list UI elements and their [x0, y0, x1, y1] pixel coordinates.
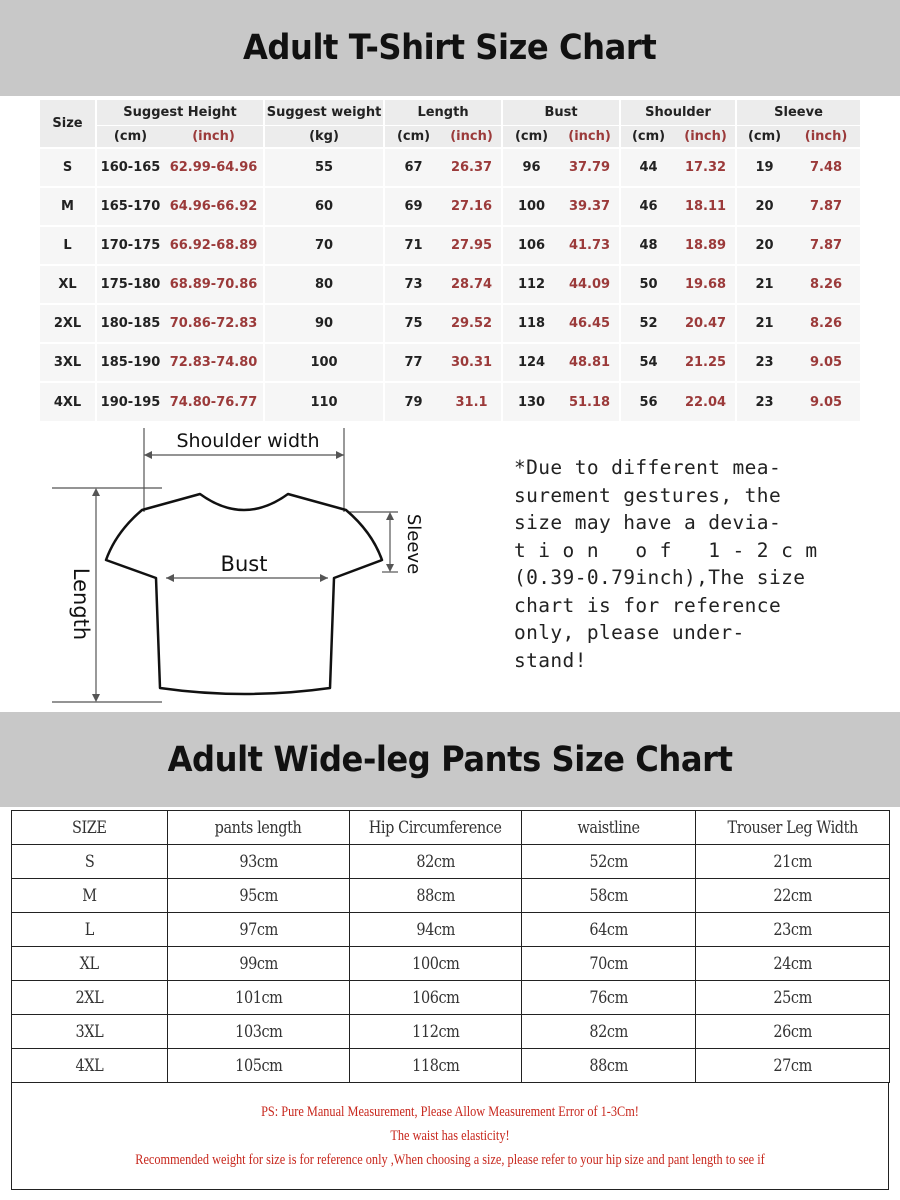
table-cell: 71	[384, 226, 442, 265]
table-cell: 46.45	[560, 304, 620, 343]
table-cell	[522, 913, 696, 947]
cell-value: L	[84, 919, 95, 940]
table-cell: 39.37	[560, 187, 620, 226]
table-cell: 54	[620, 343, 676, 382]
cell-value: 4XL	[75, 1055, 104, 1076]
length-label: Length	[69, 567, 93, 641]
table-cell: 56	[620, 382, 676, 421]
table-cell	[12, 947, 168, 981]
cell-value: 64cm	[589, 919, 628, 940]
table-row	[40, 343, 860, 382]
tshirt-size-table	[40, 100, 860, 421]
table-cell: 27.95	[442, 226, 502, 265]
table-cell	[522, 947, 696, 981]
cell-value: 99cm	[239, 953, 278, 974]
table-cell	[168, 1049, 350, 1083]
table-cell: 30.31	[442, 343, 502, 382]
pants-chart-title: Adult Wide-leg Pants Size Chart	[167, 739, 733, 780]
table-cell	[350, 1015, 522, 1049]
table-cell: 75	[384, 304, 442, 343]
table-cell	[696, 879, 890, 913]
cell-value: 103cm	[234, 1021, 283, 1042]
table-cell: 106	[502, 226, 560, 265]
column-header-label: pants length	[215, 817, 302, 838]
pants-notes	[11, 1082, 889, 1190]
column-header	[696, 811, 890, 845]
table-cell	[350, 1049, 522, 1083]
tshirt-measurement-diagram	[52, 420, 472, 710]
table-cell: 170-175	[96, 226, 164, 265]
unit-inch: (inch)	[560, 125, 620, 148]
column-header-label: Hip Circumference	[369, 817, 502, 838]
table-cell: 130	[502, 382, 560, 421]
cell-value: 106cm	[411, 987, 460, 1008]
cell-value: 94cm	[416, 919, 455, 940]
column-header	[168, 811, 350, 845]
table-cell: 44	[620, 148, 676, 187]
table-cell	[12, 981, 168, 1015]
table-row	[40, 265, 860, 304]
column-header	[522, 811, 696, 845]
unit-cm: (cm)	[502, 125, 560, 148]
weight-header: Suggest weight	[264, 100, 384, 125]
table-cell	[168, 879, 350, 913]
table-cell: 74.80-76.77	[164, 382, 264, 421]
unit-inch: (inch)	[164, 125, 264, 148]
table-cell	[350, 981, 522, 1015]
table-cell	[696, 845, 890, 879]
table-cell: 52	[620, 304, 676, 343]
cell-value: 118cm	[411, 1055, 460, 1076]
sleeve-label: Sleeve	[403, 513, 424, 575]
table-cell	[168, 947, 350, 981]
table-cell: 60	[264, 187, 384, 226]
table-cell: 70	[264, 226, 384, 265]
cell-value: 52cm	[589, 851, 628, 872]
table-cell: 23	[736, 343, 792, 382]
unit-kg: (kg)	[264, 125, 384, 148]
table-cell: 110	[264, 382, 384, 421]
measurement-note: *Due to different mea- surement gestures, the size may have a devia- t i o n o f 1 - 2 c m (0.39-0.79inch),The size chart is for reference only, please under- stand!	[514, 456, 818, 672]
table-cell: 8.26	[792, 304, 860, 343]
table-cell: 8.26	[792, 265, 860, 304]
table-cell: 18.89	[676, 226, 736, 265]
table-cell	[522, 1015, 696, 1049]
table-row	[40, 226, 860, 265]
cell-value: 26cm	[773, 1021, 812, 1042]
cell-value: 82cm	[589, 1021, 628, 1042]
table-cell: 22.04	[676, 382, 736, 421]
table-cell: 9.05	[792, 382, 860, 421]
column-header	[12, 811, 168, 845]
table-cell: 31.1	[442, 382, 502, 421]
table-cell: 55	[264, 148, 384, 187]
table-cell: 62.99-64.96	[164, 148, 264, 187]
table-cell: 73	[384, 265, 442, 304]
unit-cm: (cm)	[620, 125, 676, 148]
table-cell	[522, 879, 696, 913]
cell-value: 22cm	[773, 885, 812, 906]
cell-value: 3XL	[75, 1021, 104, 1042]
table-cell: 41.73	[560, 226, 620, 265]
cell-value: S	[84, 851, 95, 872]
size-cell: 2XL	[40, 304, 96, 343]
table-cell	[168, 913, 350, 947]
table-cell	[12, 1015, 168, 1049]
table-cell: 48	[620, 226, 676, 265]
cell-value: 2XL	[75, 987, 104, 1008]
column-header-label: waistline	[577, 817, 640, 838]
table-row	[12, 947, 890, 981]
table-cell	[696, 1015, 890, 1049]
cell-value: XL	[79, 953, 100, 974]
table-cell: 29.52	[442, 304, 502, 343]
table-cell	[696, 1049, 890, 1083]
table-cell: 7.48	[792, 148, 860, 187]
table-cell: 7.87	[792, 187, 860, 226]
table-cell	[522, 845, 696, 879]
table-cell: 80	[264, 265, 384, 304]
shoulder-width-label: Shoulder width	[176, 430, 320, 452]
cell-value: 27cm	[773, 1055, 812, 1076]
cell-value: 23cm	[773, 919, 812, 940]
table-cell: 21	[736, 304, 792, 343]
unit-inch: (inch)	[442, 125, 502, 148]
tshirt-chart-banner	[0, 0, 900, 96]
unit-cm: (cm)	[96, 125, 164, 148]
table-cell: 72.83-74.80	[164, 343, 264, 382]
pants-size-table	[11, 810, 890, 1083]
table-cell	[350, 879, 522, 913]
table-cell: 48.81	[560, 343, 620, 382]
height-header: Suggest Height	[96, 100, 264, 125]
unit-cm: (cm)	[384, 125, 442, 148]
cell-value: 25cm	[773, 987, 812, 1008]
pants-note-line: Recommended weight for size is for reference only ,When choosing a size, please refer to your hip size and pant length to see if	[135, 1152, 765, 1168]
table-cell: 124	[502, 343, 560, 382]
table-cell	[168, 845, 350, 879]
size-cell: L	[40, 226, 96, 265]
table-cell	[12, 913, 168, 947]
table-cell: 51.18	[560, 382, 620, 421]
table-row	[40, 382, 860, 421]
table-cell	[522, 981, 696, 1015]
table-cell: 66.92-68.89	[164, 226, 264, 265]
cell-value: 88cm	[416, 885, 455, 906]
cell-value: 82cm	[416, 851, 455, 872]
table-cell: 77	[384, 343, 442, 382]
cell-value: 105cm	[234, 1055, 283, 1076]
pants-chart-banner	[0, 712, 900, 807]
cell-value: 76cm	[589, 987, 628, 1008]
size-cell: M	[40, 187, 96, 226]
unit-cm: (cm)	[736, 125, 792, 148]
cell-value: 95cm	[239, 885, 278, 906]
size-header: Size	[40, 100, 96, 148]
unit-inch: (inch)	[792, 125, 860, 148]
table-cell: 64.96-66.92	[164, 187, 264, 226]
size-cell: S	[40, 148, 96, 187]
table-cell	[168, 1015, 350, 1049]
table-cell: 68.89-70.86	[164, 265, 264, 304]
table-cell: 70.86-72.83	[164, 304, 264, 343]
size-cell: XL	[40, 265, 96, 304]
table-cell	[168, 981, 350, 1015]
table-cell	[12, 845, 168, 879]
cell-value: 24cm	[773, 953, 812, 974]
table-cell: 28.74	[442, 265, 502, 304]
table-cell: 90	[264, 304, 384, 343]
table-cell	[350, 913, 522, 947]
shoulder-header: Shoulder	[620, 100, 736, 125]
table-cell: 190-195	[96, 382, 164, 421]
cell-value: 70cm	[589, 953, 628, 974]
bust-header: Bust	[502, 100, 620, 125]
table-cell: 165-170	[96, 187, 164, 226]
column-header	[350, 811, 522, 845]
table-row	[12, 981, 890, 1015]
table-cell: 18.11	[676, 187, 736, 226]
column-header-label: SIZE	[72, 817, 107, 838]
cell-value: M	[82, 885, 97, 906]
table-row	[12, 1049, 890, 1083]
cell-value: 58cm	[589, 885, 628, 906]
table-row	[12, 1015, 890, 1049]
table-cell: 50	[620, 265, 676, 304]
cell-value: 112cm	[411, 1021, 460, 1042]
cell-value: 21cm	[773, 851, 812, 872]
table-cell: 118	[502, 304, 560, 343]
table-cell	[696, 913, 890, 947]
table-cell: 20	[736, 226, 792, 265]
table-cell	[696, 981, 890, 1015]
table-cell: 160-165	[96, 148, 164, 187]
cell-value: 100cm	[411, 953, 460, 974]
length-header: Length	[384, 100, 502, 125]
table-cell: 185-190	[96, 343, 164, 382]
table-cell: 100	[502, 187, 560, 226]
table-row	[12, 845, 890, 879]
bust-label: Bust	[220, 552, 268, 576]
table-cell: 46	[620, 187, 676, 226]
table-cell	[350, 947, 522, 981]
table-cell: 17.32	[676, 148, 736, 187]
tshirt-chart-title: Adult T-Shirt Size Chart	[243, 28, 657, 68]
table-cell: 9.05	[792, 343, 860, 382]
table-cell: 21.25	[676, 343, 736, 382]
table-cell: 112	[502, 265, 560, 304]
table-cell	[12, 879, 168, 913]
table-row	[12, 879, 890, 913]
table-cell	[522, 1049, 696, 1083]
table-cell: 21	[736, 265, 792, 304]
table-cell: 69	[384, 187, 442, 226]
table-row	[40, 148, 860, 187]
table-cell: 100	[264, 343, 384, 382]
size-cell: 3XL	[40, 343, 96, 382]
table-cell: 7.87	[792, 226, 860, 265]
pants-note-line: PS: Pure Manual Measurement, Please Allow Measurement Error of 1-3Cm!	[261, 1104, 639, 1120]
sleeve-header: Sleeve	[736, 100, 860, 125]
table-cell: 27.16	[442, 187, 502, 226]
table-cell: 23	[736, 382, 792, 421]
table-row	[12, 913, 890, 947]
pants-note-line: The waist has elasticity!	[390, 1128, 510, 1144]
table-cell: 19.68	[676, 265, 736, 304]
table-cell: 26.37	[442, 148, 502, 187]
table-cell	[12, 1049, 168, 1083]
table-cell: 20.47	[676, 304, 736, 343]
cell-value: 101cm	[234, 987, 283, 1008]
table-row	[40, 187, 860, 226]
table-cell: 20	[736, 187, 792, 226]
table-cell	[696, 947, 890, 981]
column-header-label: Trouser Leg Width	[727, 817, 858, 838]
table-cell: 67	[384, 148, 442, 187]
table-cell: 37.79	[560, 148, 620, 187]
size-cell: 4XL	[40, 382, 96, 421]
cell-value: 88cm	[589, 1055, 628, 1076]
unit-inch: (inch)	[676, 125, 736, 148]
cell-value: 97cm	[239, 919, 278, 940]
table-cell: 79	[384, 382, 442, 421]
cell-value: 93cm	[239, 851, 278, 872]
table-cell: 96	[502, 148, 560, 187]
table-row	[40, 304, 860, 343]
table-cell	[350, 845, 522, 879]
table-cell: 180-185	[96, 304, 164, 343]
table-cell: 175-180	[96, 265, 164, 304]
table-cell: 19	[736, 148, 792, 187]
table-cell: 44.09	[560, 265, 620, 304]
